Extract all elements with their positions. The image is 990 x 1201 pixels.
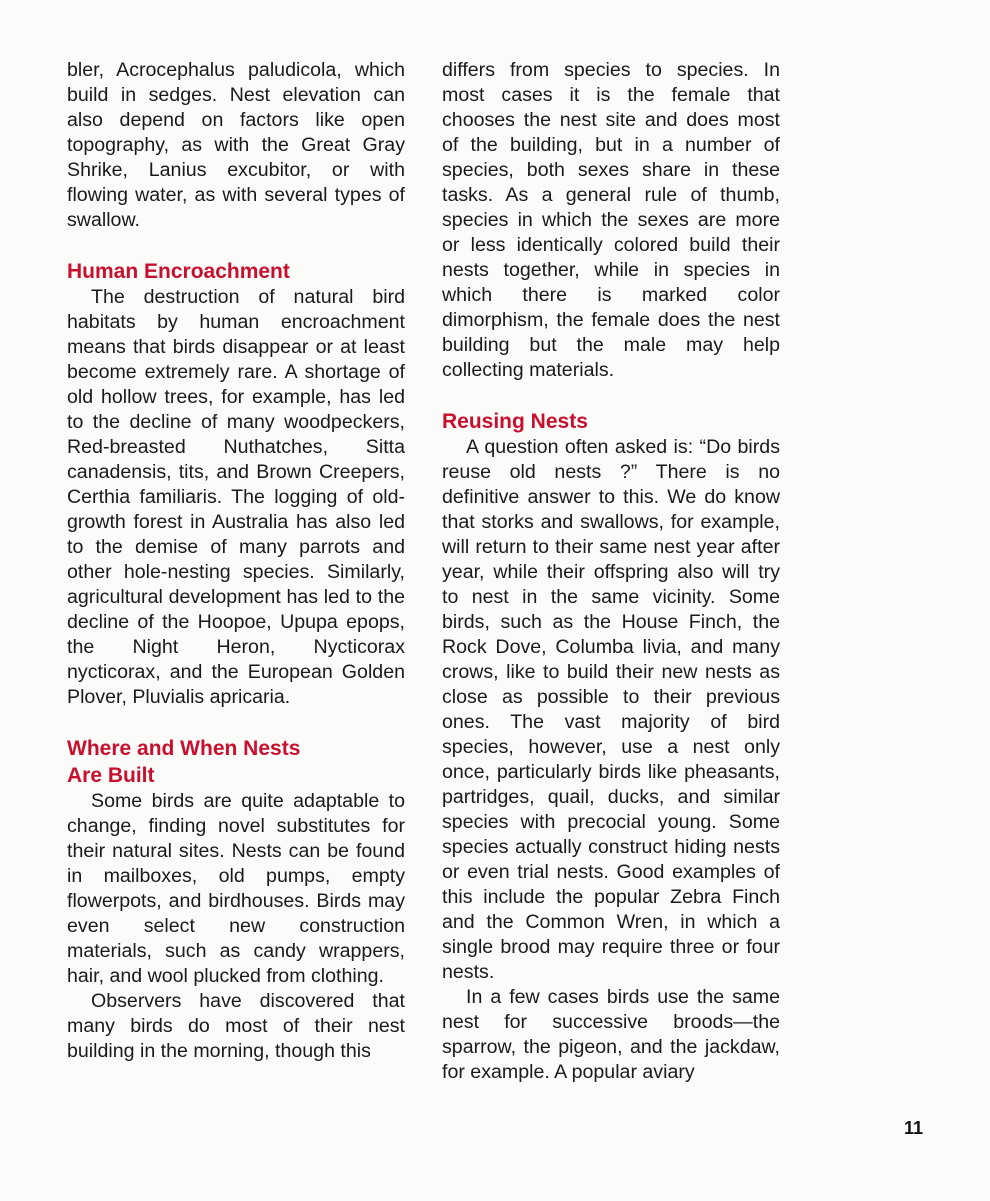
- heading-where-when-line-1: Where and When Nests: [67, 737, 301, 760]
- paragraph-habitat-loss: The destruction of natural bird habitats by human encroachment means that birds disappear or at least become extremely rare. A shortage of old hollow trees, for example, has led to the decline of many woodpeckers, Red-breasted Nuthatches, Sitta canadensis, tits, and Brown Creepers, Certhia familiaris. The logging of old-growth forest in Australia has also led to the demise of many parrots and other hole-nesting species. Similarly, agricultural development has led to the decline of the Hoopoe, Upupa epops, the Night Heron, Nycticorax nycticorax, and the European Golden Plover, Pluvialis apricaria.: [67, 286, 405, 708]
- left-column: [67, 58, 405, 1064]
- heading-reusing-nests: Reusing Nests: [442, 410, 588, 433]
- heading-human-encroachment: Human Encroachment: [67, 260, 290, 283]
- paragraph-sexes-share: differs from species to species. In most cases it is the female that chooses the nest site and does most of the building, but in a number of species, both sexes share in these tasks. As a general rule of thumb, species in which the sexes are more or less identically colored build their nests together, while in species in which there is marked color dimorphism, the female does the nest building but the male may help collecting materials.: [442, 59, 780, 381]
- paragraph-morning-building: Observers have discovered that many birds do most of their nest building in the morning, though this: [67, 990, 405, 1062]
- heading-where-when-line-2: Are Built: [67, 764, 155, 787]
- paragraph-shrike: bler, Acrocephalus paludicola, which build in sedges. Nest elevation can also depend on factors like open topography, as with the Great Gray Shrike, Lanius excubitor, or with flowing water, as with several types of swallow.: [67, 59, 405, 231]
- paragraph-reuse-question: A question often asked is: “Do birds reuse old nests ?” There is no definitive answer to this. We do know that storks and swallows, for example, will return to their same nest year after year, while their offspring also will try to nest in the same vicinity. Some birds, such as the House Finch, the Rock Dove, Columba livia, and many crows, like to build their new nests as close as possible to their previous ones. The vast majority of bird species, however, use a nest only once, particularly birds like pheasants, partridges, quail, ducks, and similar species with precocial young. Some species actually construct hiding nests or even trial nests. Good examples of this include the popular Zebra Finch and the Common Wren, in which a single brood may require three or four nests.: [442, 436, 780, 983]
- page-number: 11: [904, 1118, 924, 1138]
- right-column: [442, 58, 780, 1085]
- paragraph-adaptable-birds: Some birds are quite adaptable to change, finding novel substitutes for their natural sites. Nests can be found in mailboxes, old pumps, empty flowerpots, and birdhouses. Birds may even select new construction materials, such as candy wrappers, hair, and wool plucked from clothing.: [67, 790, 405, 987]
- paragraph-successive-broods: In a few cases birds use the same nest for successive broods—the sparrow, the pigeon, and the jackdaw, for example. A popular aviary: [442, 986, 780, 1083]
